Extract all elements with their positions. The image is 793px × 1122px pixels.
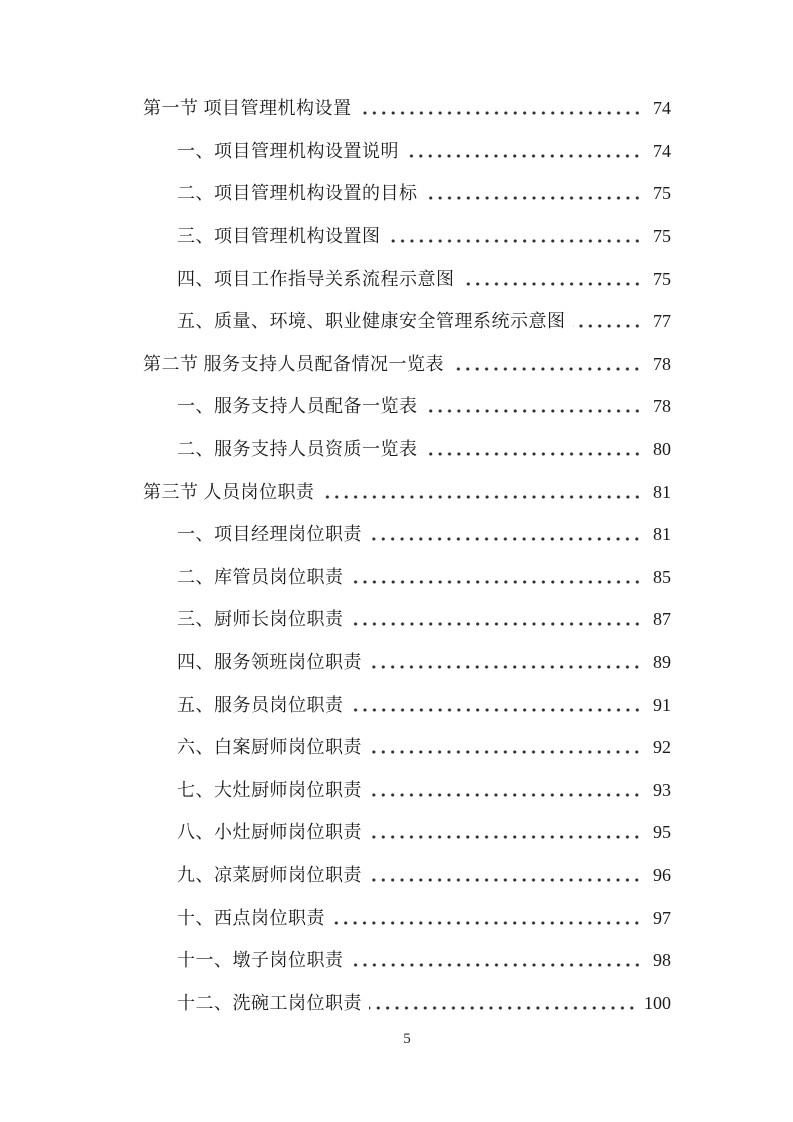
toc-entry-label: 二、项目管理机构设置的目标 [177, 183, 418, 204]
toc-entry-label: 五、质量、环境、职业健康安全管理系统示意图 [177, 311, 566, 332]
toc-entry-page-number: 75 [653, 226, 671, 247]
toc-entry-page-number: 74 [653, 98, 671, 119]
toc-entry-label: 五、服务员岗位职责 [177, 694, 344, 715]
toc-entry-label: 十一、墩子岗位职责 [177, 950, 344, 971]
toc-entry-dot-leader [369, 792, 644, 798]
toc-entry-label: 三、项目管理机构设置图 [177, 226, 381, 247]
toc-entry-label: 一、服务支持人员配备一览表 [177, 396, 418, 417]
toc-entry-dot-leader [332, 920, 644, 926]
toc-entry-label: 八、小灶厨师岗位职责 [177, 822, 362, 843]
toc-entry[interactable] [143, 598, 671, 641]
toc-entry-label: 十二、洗碗工岗位职责 [177, 992, 362, 1013]
toc-entry[interactable] [143, 513, 671, 556]
toc-entry-page-number: 87 [653, 609, 671, 630]
toc-entry-dot-leader [425, 408, 645, 414]
toc-entry[interactable] [143, 130, 671, 173]
toc-entry[interactable] [143, 896, 671, 939]
toc-entry-dot-leader [406, 153, 644, 159]
toc-entry-page-number: 78 [653, 396, 671, 417]
toc-entry[interactable] [143, 769, 671, 812]
toc-entry-page-number: 75 [653, 268, 671, 289]
toc-entry[interactable] [143, 726, 671, 769]
toc-entry-page-number: 74 [653, 140, 671, 161]
toc-entry-dot-leader [451, 366, 644, 372]
toc-entry-page-number: 96 [653, 864, 671, 885]
toc-entry-page-number: 81 [653, 481, 671, 502]
toc-entry[interactable] [143, 257, 671, 300]
toc-entry-dot-leader [369, 834, 644, 840]
toc-entry-dot-leader [369, 877, 644, 883]
toc-entry-dot-leader [369, 536, 644, 542]
toc-entry[interactable] [143, 87, 671, 130]
toc-entry[interactable] [143, 811, 671, 854]
toc-entry[interactable] [143, 215, 671, 258]
toc-entry-dot-leader [359, 110, 645, 116]
toc-entry-dot-leader [351, 707, 645, 713]
toc-entry[interactable] [143, 428, 671, 471]
toc-entry[interactable] [143, 385, 671, 428]
toc-entry-page-number: 85 [653, 566, 671, 587]
toc-entry-page-number: 80 [653, 439, 671, 460]
toc-entry-dot-leader [351, 579, 645, 585]
toc-entry-dot-leader [351, 621, 645, 627]
page-footer [143, 1031, 671, 1048]
table-of-contents [143, 87, 671, 1024]
toc-entry-page-number: 93 [653, 779, 671, 800]
toc-entry-page-number: 81 [653, 524, 671, 545]
footer-page-number: 5 [403, 1031, 411, 1047]
toc-entry[interactable] [143, 470, 671, 513]
toc-entry-label: 九、凉菜厨师岗位职责 [177, 864, 362, 885]
toc-entry-dot-leader [425, 451, 645, 457]
toc-entry[interactable] [143, 556, 671, 599]
toc-entry-page-number: 92 [653, 737, 671, 758]
toc-entry-page-number: 95 [653, 822, 671, 843]
toc-entry[interactable] [143, 300, 671, 343]
toc-entry-dot-leader [462, 281, 645, 287]
toc-entry-label: 三、厨师长岗位职责 [177, 609, 344, 630]
toc-entry-label: 二、库管员岗位职责 [177, 566, 344, 587]
toc-entry-page-number: 77 [653, 311, 671, 332]
toc-entry[interactable] [143, 939, 671, 982]
toc-entry-page-number: 97 [653, 907, 671, 928]
toc-entry-label: 四、服务领班岗位职责 [177, 652, 362, 673]
toc-entry-dot-leader [351, 962, 645, 968]
toc-entry-dot-leader [388, 238, 645, 244]
toc-entry-page-number: 91 [653, 694, 671, 715]
toc-entry-page-number: 89 [653, 652, 671, 673]
toc-entry-label: 一、项目经理岗位职责 [177, 524, 362, 545]
toc-entry-dot-leader [322, 494, 645, 500]
toc-entry-dot-leader [425, 195, 645, 201]
toc-entry[interactable] [143, 854, 671, 897]
toc-entry-dot-leader [369, 664, 644, 670]
toc-entry-label: 七、大灶厨师岗位职责 [177, 779, 362, 800]
toc-entry[interactable] [143, 683, 671, 726]
toc-entry-page-number: 100 [644, 992, 671, 1013]
toc-entry[interactable] [143, 981, 671, 1024]
toc-entry-label: 一、项目管理机构设置说明 [177, 140, 399, 161]
toc-entry-label: 六、白案厨师岗位职责 [177, 737, 362, 758]
toc-entry-label: 四、项目工作指导关系流程示意图 [177, 268, 455, 289]
toc-entry-label: 十、西点岗位职责 [177, 907, 325, 928]
toc-entry-page-number: 78 [653, 353, 671, 374]
toc-entry[interactable] [143, 641, 671, 684]
toc-entry-label: 第三节 人员岗位职责 [143, 481, 315, 502]
toc-entry-label: 第一节 项目管理机构设置 [143, 98, 352, 119]
toc-entry-dot-leader [369, 749, 644, 755]
toc-entry-dot-leader [573, 323, 645, 329]
toc-entry[interactable] [143, 172, 671, 215]
toc-entry-label: 第二节 服务支持人员配备情况一览表 [143, 353, 444, 374]
toc-entry-dot-leader [369, 1005, 639, 1011]
toc-entry[interactable] [143, 343, 671, 386]
toc-entry-page-number: 75 [653, 183, 671, 204]
toc-entry-page-number: 98 [653, 950, 671, 971]
toc-entry-label: 二、服务支持人员资质一览表 [177, 439, 418, 460]
